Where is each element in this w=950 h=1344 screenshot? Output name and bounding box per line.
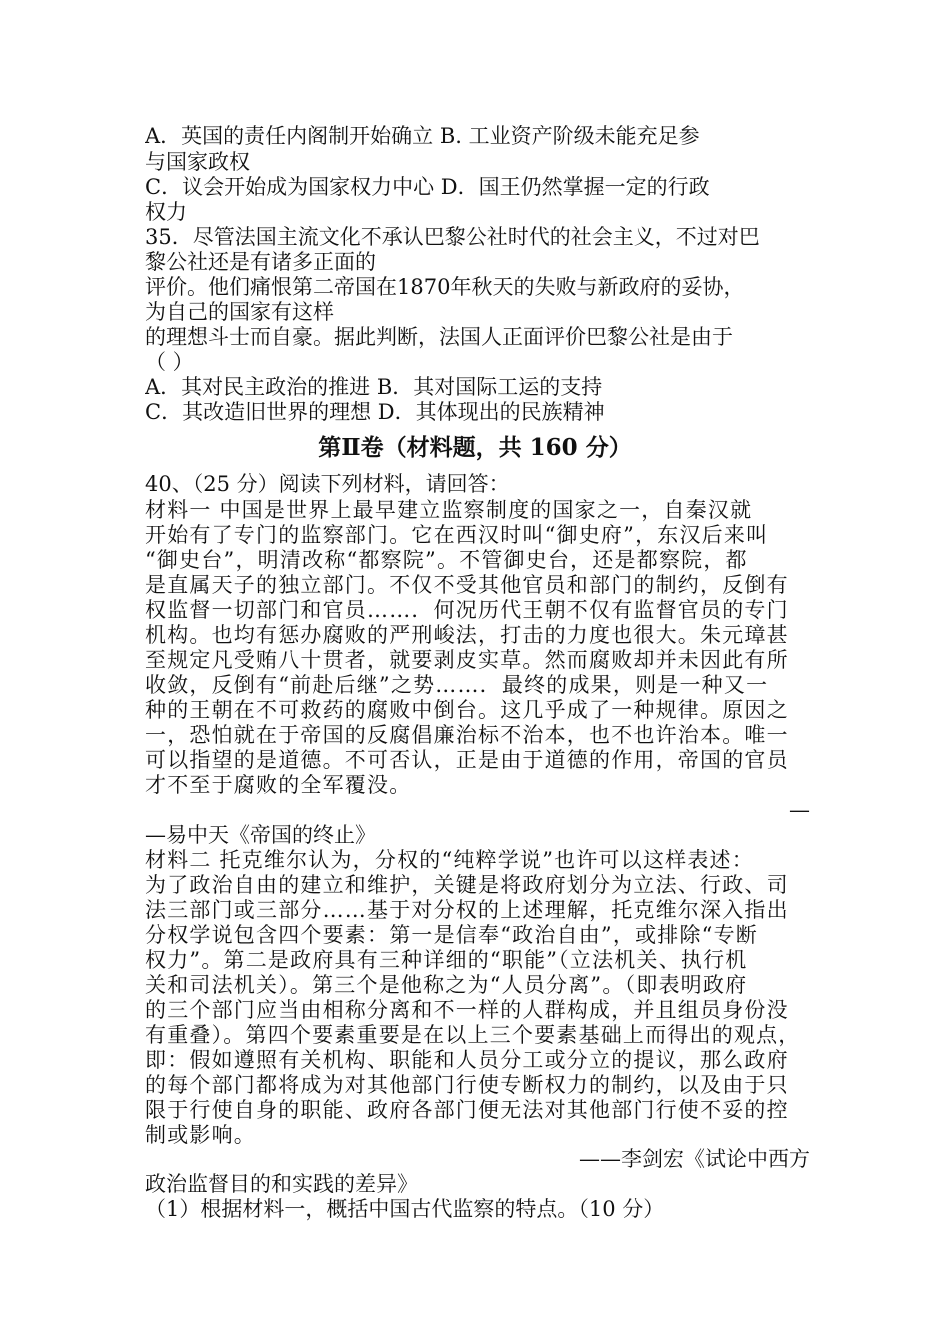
material-two-line: 权力”。第二是政府具有三种详细的“职能”（立法机关、执行机 [145, 948, 748, 972]
material-two-line: 法三部门或三部分……基于对分权的上述理解，托克维尔深入指出 [145, 898, 789, 922]
material-one-line: 材料一 中国是世界上最早建立监察制度的国家之一，自秦汉就 [145, 498, 753, 522]
material-one-line: 可以指望的是道德。不可否认，正是由于道德的作用，帝国的官员 [145, 748, 789, 772]
q40-question-1: （1）根据材料一，概括中国古代监察的特点。（10 分） [145, 1197, 665, 1221]
material-two-line: 制或影响。 [145, 1123, 256, 1147]
material-two-line: 关和司法机关）。第三个是他称之为“人员分离”。（即表明政府 [145, 973, 748, 997]
material-one-line: 权监督一切部门和官员……．何况历代王朝不仅有监督官员的专门 [145, 598, 789, 622]
q34-option-a-b: A．英国的责任内阁制开始确立 B. 工业资产阶级未能充足参 [145, 124, 700, 148]
material-one-line: 开始有了专门的监察部门。它在西汉时叫“御史府”，东汉后来叫 [145, 523, 769, 547]
q35-stem-line4: 为自己的国家有这样 [145, 300, 334, 324]
material-two-source-line1: ——李剑宏《试论中西方 [579, 1147, 810, 1171]
q34-option-b-continued: 与国家政权 [145, 150, 250, 174]
section-title: 第Ⅱ卷（材料题，共 160 分） [318, 434, 632, 461]
material-one-line: 才不至于腐败的全军覆没。 [145, 773, 412, 797]
q40-header: 40、（25 分）阅读下列材料，请回答： [145, 472, 510, 496]
material-one-line: 机构。也均有惩办腐败的严刑峻法，打击的力度也很大。朱元璋甚 [145, 623, 789, 647]
material-one-line: “御史台”，明清改称“都察院”。不管御史台，还是都察院，都 [145, 548, 748, 572]
material-two-line: 为了政治自由的建立和维护，关键是将政府划分为立法、行政、司 [145, 873, 789, 897]
material-two-line: 即：假如遵照有关机构、职能和人员分工或分立的提议，那么政府 [145, 1048, 789, 1072]
q35-stem-line3: 评价。他们痛恨第二帝国在1870年秋天的失败与新政府的妥协， [145, 275, 745, 299]
material-one-line: 收敛，反倒有“前赴后继”之势……．最终的成果，则是一种又一 [145, 673, 769, 697]
material-two-line: 有重叠）。第四个要素重要是在以上三个要素基础上而得出的观点， [145, 1023, 801, 1047]
q35-options-a-b: A．其对民主政治的推进 B．其对国际工运的支持 [145, 375, 603, 399]
material-one-line: 至规定凡受贿八十贯者，就要剥皮实草。然而腐败却并未因此有所 [145, 648, 789, 672]
material-two-line: 的每个部门都将成为对其他部门行使专断权力的制约，以及由于只 [145, 1073, 789, 1097]
material-two-line: 材料二 托克维尔认为，分权的“纯粹学说”也许可以这样表述： [145, 848, 754, 872]
material-one-source: —易中天《帝国的终止》 [145, 823, 376, 847]
q35-answer-blank: （ ） [145, 350, 194, 374]
material-two-line: 分权学说包含四个要素：第一是信奉“政治自由”，或排除“专断 [145, 923, 759, 947]
material-one-dash: — [789, 798, 810, 822]
material-one-line: 一，恐怕就在于帝国的反腐倡廉治标不治本，也不也许治本。唯一 [145, 723, 789, 747]
q35-stem-line1: 35．尽管法国主流文化不承认巴黎公社时代的社会主义，不过对巴 [145, 225, 760, 249]
material-one-line: 是直属天子的独立部门。不仅不受其他官员和部门的制约，反倒有 [145, 573, 789, 597]
q35-stem-line2: 黎公社还是有诸多正面的 [145, 250, 376, 274]
q34-option-c-d: C．议会开始成为国家权力中心 D．国王仍然掌握一定的行政 [145, 175, 710, 199]
material-two-line: 的三个部门应当由相称分离和不一样的人群构成，并且组员身份没 [145, 998, 789, 1022]
q35-options-c-d: C．其改造旧世界的理想 D．其体现出的民族精神 [145, 400, 605, 424]
material-two-source-line2: 政治监督目的和实践的差异》 [145, 1172, 418, 1196]
q35-stem-line5: 的理想斗士而自豪。据此判断，法国人正面评价巴黎公社是由于 [145, 325, 733, 349]
material-one-line: 种的王朝在不可救药的腐败中倒台。这几乎成了一种规律。原因之 [145, 698, 789, 722]
material-two-line: 限于行使自身的职能、政府各部门便无法对其他部门行使不妥的控 [145, 1098, 789, 1122]
q34-option-d-continued: 权力 [145, 200, 187, 224]
